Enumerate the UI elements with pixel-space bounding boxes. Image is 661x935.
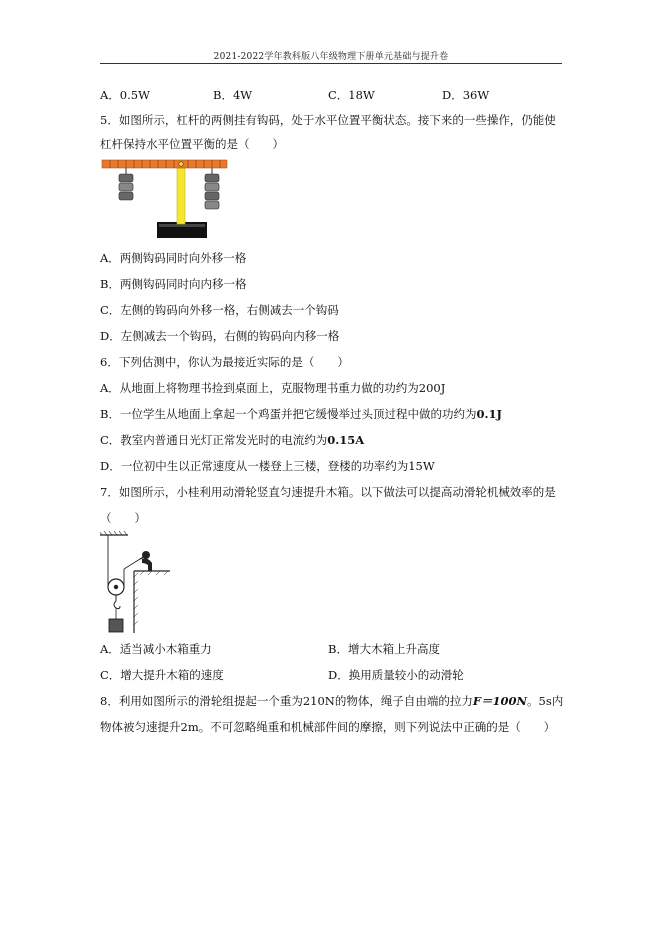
q7-stem-line1: 7．如图所示，小桂利用动滑轮竖直匀速提升木箱。以下做法可以提高动滑轮机械效率的是 (100, 485, 556, 499)
q6-option-b-text: B．一位学生从地面上拿起一个鸡蛋并把它缓慢举过头顶过程中做的功约为 (100, 407, 477, 421)
q8-stem-line2: 物体被匀速提升2m。不可忽略绳重和机械部件间的摩擦，则下列说法中正确的是（ ） (100, 720, 556, 734)
q8-text-a: 8．利用如图所示的滑轮组提起一个重为210N的物体，绳子自由端的拉力 (100, 694, 473, 708)
rope-free (124, 559, 140, 569)
q4-option-b: B．4W (213, 88, 253, 102)
q4-option-c: C．18W (328, 88, 375, 102)
q4-option-a: A．0.5W (100, 88, 150, 102)
header-rule (100, 63, 562, 64)
q6-option-d: D．一位初中生以正常速度从一楼登上三楼，登楼的功率约为15W (100, 459, 435, 473)
q6-option-c (100, 433, 364, 447)
q6-stem: 6．下列估测中，你认为最接近实际的是（ ） (100, 355, 349, 369)
lever-figure (100, 156, 230, 242)
wooden-box (109, 619, 123, 632)
lever-bar (102, 160, 227, 168)
q5-option-d: D．左侧减去一个钩码，右侧的钩码向内移一格 (100, 329, 340, 343)
q5-stem-line1: 5．如图所示，杠杆的两侧挂有钩码，处于水平位置平衡状态。接下来的一些操作，仍能使 (100, 113, 556, 127)
pulley-figure (100, 531, 172, 635)
q7-option-d: D．换用质量较小的动滑轮 (328, 668, 464, 682)
q7-option-c: C．增大提升木箱的速度 (100, 668, 224, 682)
q5-option-c: C．左侧的钩码向外移一格，右侧减去一个钩码 (100, 303, 339, 317)
q7-stem-line2: （ ） (100, 511, 146, 525)
q6-option-c-text: C．教室内普通日光灯正常发光时的电流约为 (100, 433, 328, 447)
left-weights (119, 168, 133, 200)
q6-option-c-value: 0.15A (327, 433, 365, 447)
q6-option-b-value: 0.1J (476, 407, 502, 421)
lever-post (177, 168, 185, 224)
q6-option-b (100, 407, 502, 421)
q8-text-b: 。5s内 (527, 694, 564, 708)
q6-option-a: A．从地面上将物理书捡到桌面上，克服物理书重力做的功约为200J (100, 381, 446, 395)
q8-force: F＝100N (472, 694, 528, 708)
q8-stem-line1 (100, 694, 563, 708)
q5-stem-line2: 杠杆保持水平位置平衡的是（ ） (100, 137, 284, 151)
right-weights (205, 168, 219, 209)
person-figure (140, 551, 152, 571)
q7-option-a: A．适当减小木箱重力 (100, 642, 212, 656)
q5-option-a: A．两侧钩码同时向外移一格 (100, 251, 247, 265)
page-header-title: 2021-2022学年教科版八年级物理下册单元基础与提升卷 (213, 52, 449, 62)
q5-option-b: B．两侧钩码同时向内移一格 (100, 277, 247, 291)
q7-option-b: B．增大木箱上升高度 (328, 642, 440, 656)
q4-option-d: D．36W (442, 88, 490, 102)
